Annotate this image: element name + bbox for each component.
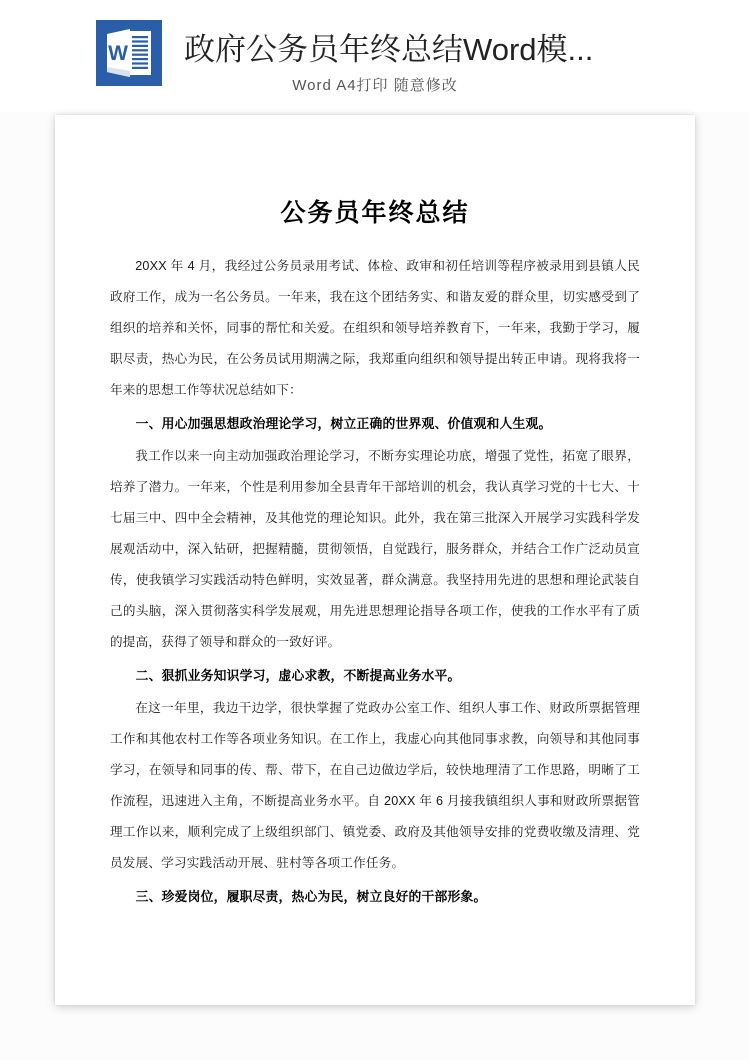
document-body bbox=[110, 251, 640, 912]
document-section-heading: 一、用心加强思想政治理论学习，树立正确的世界观、价值观和人生观。 bbox=[135, 416, 552, 431]
document-paragraph: 我工作以来一向主动加强政治理论学习，不断夯实理论功底，增强了党性，拓宽了眼界，培养了潜力。一年来，个性是利用参加全县青年干部培训的机会，我认真学习党的十七大、十七届三中、四中全会精神，及其他党的理论知识。此外，我在第三批深入开展学习实践科学发展观活动中，深入钻研，把握精髓，贯彻领悟，自觉践行，服务群众，并结合工作广泛动员宣传，使我镇学习实践活动特色鲜明，实效显著，群众满意。我坚持用先进的思想和理论武装自己的头脑，深入贯彻落实科学发展观，用先进思想理论指导各项工作，使我的工作水平有了质的提高，获得了领导和群众的一致好评。 bbox=[110, 449, 640, 649]
document-section-heading: 三、珍爱岗位，履职尽责，热心为民，树立良好的干部形象。 bbox=[135, 889, 487, 904]
preview-header bbox=[0, 0, 750, 112]
document-paragraph: 20XX 年 4 月，我经过公务员录用考试、体检、政审和初任培训等程序被录用到县镇人民政府工作，成为一名公务员。一年来，我在这个团结务实、和谐友爱的群众里，切实感受到了组织的培养和关怀，同事的帮忙和关爱。在组织和领导培养教育下，一年来，我勤于学习，履职尽责，热心为民，在公务员试用期满之际，我郑重向组织和领导提出转正申请。现将我将一年来的思想工作等状况总结如下： bbox=[110, 259, 640, 397]
document-preview-area bbox=[0, 112, 750, 1060]
svg-text:W: W bbox=[108, 42, 128, 65]
header-subtitle: Word A4打印 随意修改 bbox=[292, 77, 458, 94]
document-section-heading: 二、狠抓业务知识学习，虚心求教，不断提高业务水平。 bbox=[135, 668, 461, 683]
document-title: 公务员年终总结 bbox=[280, 199, 470, 227]
document-paragraph: 在这一年里，我边干边学，很快掌握了党政办公室工作、组织人事工作、财政所票据管理工作和其他农村工作等各项业务知识。在工作上，我虚心向其他同事求教，向领导和其他同事学习，在领导和同事的传、帮、带下，在自己边做边学后，较快地理清了工作思路，明晰了工作流程，迅速进入主角，不断提高业务水平。自 20XX 年 6 月接我镇组织人事和财政所票据管理工作以来，顺利完成了上级组织部门、镇党委、政府及其他领导安排的党费收缴及清理、党员发展、学习实践活动开展、驻村等各项工作任务。 bbox=[110, 701, 640, 870]
page-title: 政府公务员年终总结Word模... bbox=[184, 32, 594, 67]
document-page bbox=[55, 115, 695, 1005]
